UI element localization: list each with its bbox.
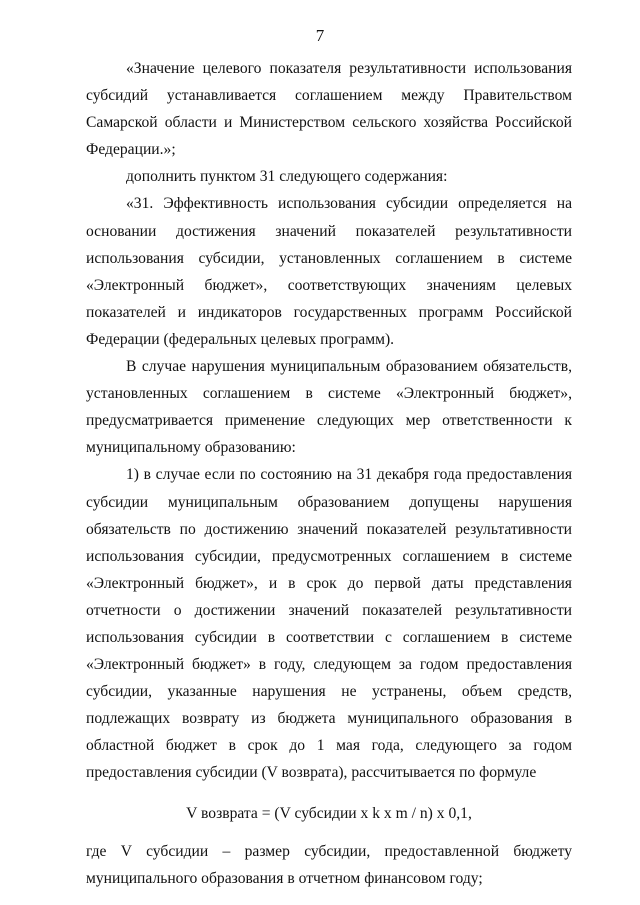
paragraph-item-1: 1) в случае если по состоянию на 31 декабря года предоставления субсидии муниципальным образованием допущены нарушения обязательств по достижению значений показателей результативности использования субсидии, предусмотренных соглашением в системе «Электронный бюджет», и в срок до первой даты представления отчетности о достижении значений показателей результативности использования субсидии в соответствии с соглашением в системе «Электронный бюджет» в году, следующем за годом предоставления субсидии, указанные нарушения не устранены, объем средств, подлежащих возврату из бюджета муниципального образования в областной бюджет в срок до 1 мая года, следующего за годом предоставления субсидии (V возврата), рассчитывается по формуле	[86, 466, 572, 782]
paragraph-point-31: «31. Эффективность использования субсидии определяется на основании достижения значений показателей результативности использования субсидии, установленных соглашением в системе «Электронный бюджет», соответствующих значениям целевых показателей и индикаторов государственных программ Российской Федерации (федеральных целевых программ).	[86, 195, 572, 348]
document-body	[86, 55, 572, 892]
paragraph-violation-measures: В случае нарушения муниципальным образованием обязательств, установленных соглашением в системе «Электронный бюджет», предусматривается применение следующих мер ответственности к муниципальному образованию:	[86, 358, 572, 457]
paragraph-indicator-value: «Значение целевого показателя результативности использования субсидий устанавливается соглашением между Правительством Самарской области и Министерством сельского хозяйства Российской Федерации.»;	[86, 60, 572, 159]
paragraph-formula-definition: где V субсидии – размер субсидии, предоставленной бюджету муниципального образования в отчетном финансовом году;	[86, 842, 572, 887]
page-number: 7	[315, 26, 325, 45]
paragraph-add-point: дополнить пунктом 31 следующего содержания:	[126, 168, 448, 186]
formula: V возврата = (V субсидии x k x m / n) x 0,1,	[186, 804, 472, 822]
